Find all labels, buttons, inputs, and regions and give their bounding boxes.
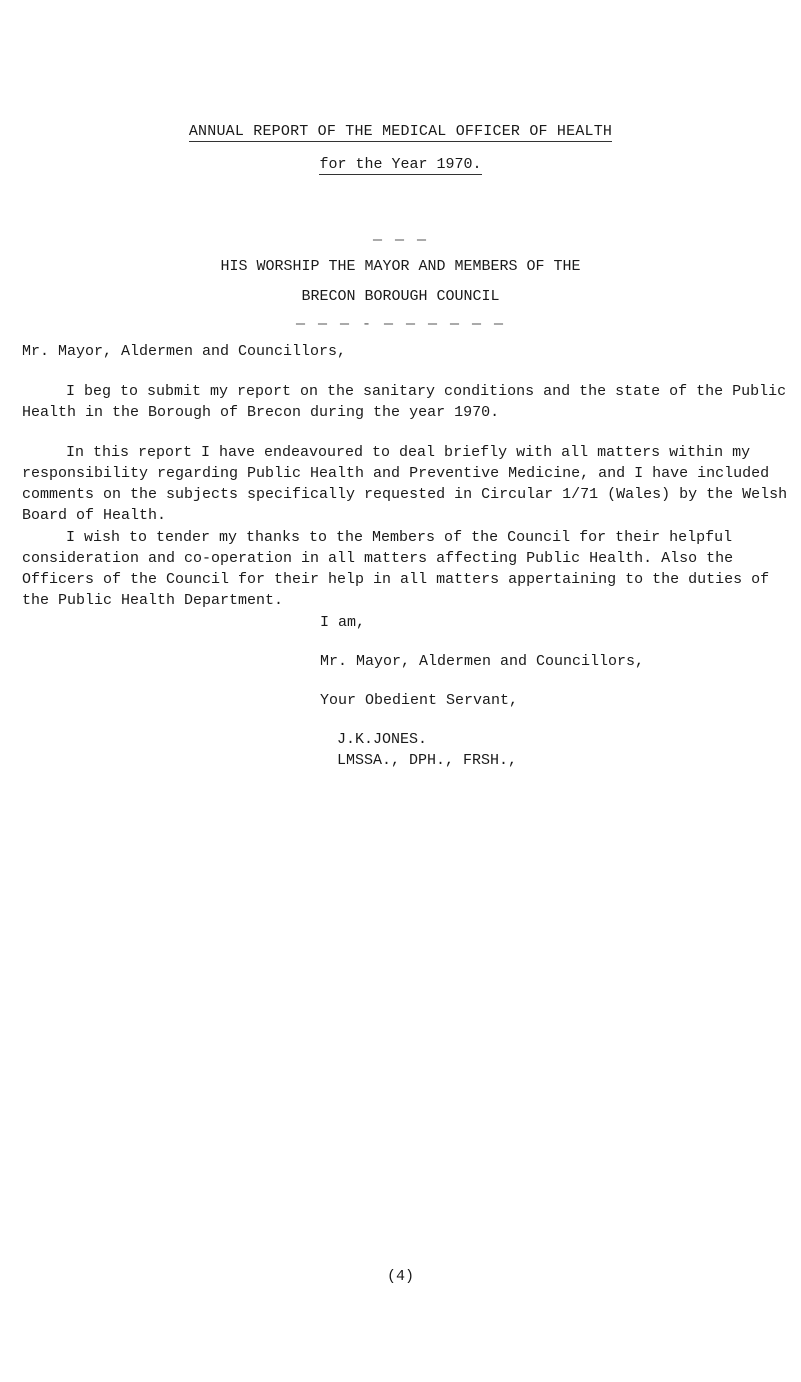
paragraph-2: In this report I have endeavoured to deal briefly with all matters within my responsibility regarding Public Health and Preventive Medicine, and I have included comments on the subjects specifically requested in Circular 1/71 (Wales) by the Welsh Board of Health.	[22, 444, 788, 524]
closing-address: Mr. Mayor, Aldermen and Councillors,	[320, 653, 645, 670]
separator-bottom: — — — - — — — — — —	[295, 316, 506, 333]
closing-servant: Your Obedient Servant,	[320, 692, 519, 709]
paragraph-3: I wish to tender my thanks to the Members of the Council for their helpful consideration and co-operation in all matters affecting Public Health. Also the Officers of the Council for their help in all matters appertaining to the duties of the Public Health Department.	[22, 529, 770, 609]
paragraph-1: I beg to submit my report on the sanitary conditions and the state of the Public Health in the Borough of Brecon during the year 1970.	[22, 383, 787, 421]
report-title: ANNUAL REPORT OF THE MEDICAL OFFICER OF HEALTH	[188, 123, 613, 140]
signature-name: J.K.JONES.	[337, 731, 428, 748]
addressee-line-1: HIS WORSHIP THE MAYOR AND MEMBERS OF THE	[220, 258, 581, 275]
separator-top: — — —	[372, 232, 428, 249]
addressee-line-2: BRECON BOROUGH COUNCIL	[301, 288, 500, 305]
report-subtitle: for the Year 1970.	[319, 156, 482, 173]
page-number: (4)	[386, 1268, 414, 1285]
closing-i-am: I am,	[320, 614, 366, 631]
signature-qualifications: LMSSA., DPH., FRSH.,	[337, 752, 518, 769]
salutation: Mr. Mayor, Aldermen and Councillors,	[22, 343, 347, 360]
